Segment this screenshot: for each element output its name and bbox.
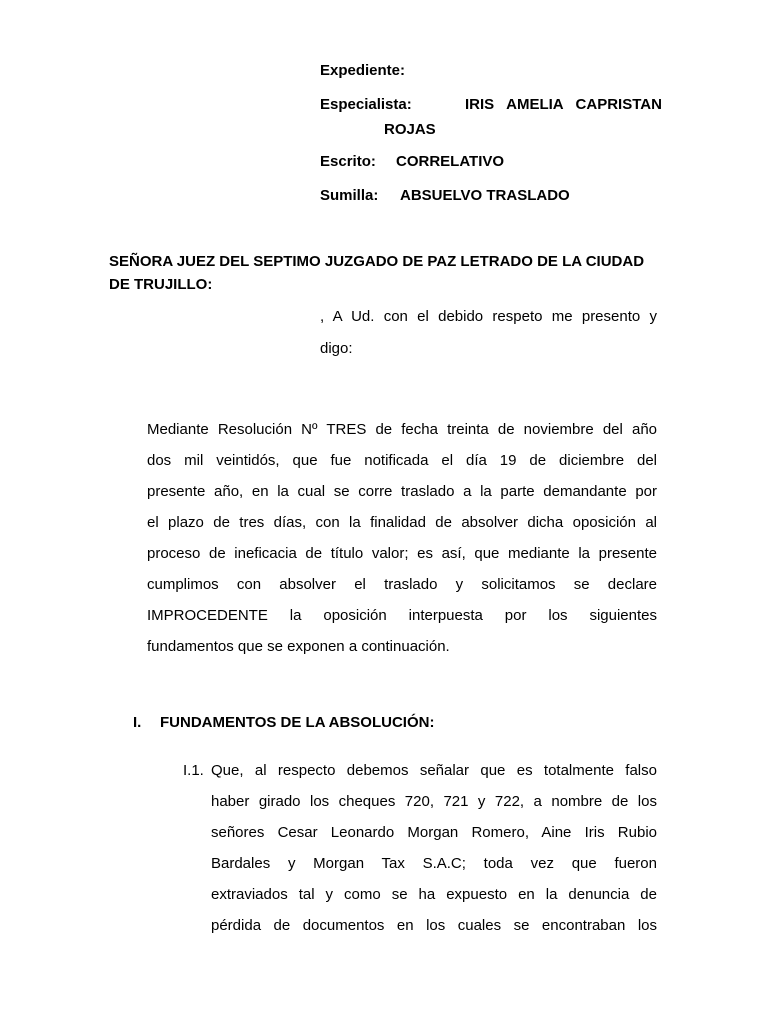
body-line: IMPROCEDENTE la oposición interpuesta por los siguientes <box>147 607 657 624</box>
intro-line2: digo: <box>320 340 353 357</box>
subsection-number: I.1. <box>183 762 204 779</box>
body-line: cumplimos con absolver el traslado y solicitamos se declare <box>147 576 657 593</box>
escrito-label: Escrito: <box>320 153 376 170</box>
subsection-line: Que, al respecto debemos señalar que es totalmente falso <box>211 762 657 779</box>
body-line: Mediante Resolución Nº TRES de fecha treinta de noviembre del año <box>147 421 657 438</box>
section-title: FUNDAMENTOS DE LA ABSOLUCIÓN: <box>160 714 435 731</box>
expediente-label: Expediente: <box>320 62 406 79</box>
body-line: proceso de ineficacia de título valor; es así, que mediante la presente <box>147 545 657 562</box>
subsection-line: extraviados tal y como se ha expuesto en la denuncia de <box>211 886 657 903</box>
escrito-value: CORRELATIVO <box>396 153 505 170</box>
section-number: I. <box>133 714 142 731</box>
sumilla-value: ABSUELVO TRASLADO <box>400 187 570 204</box>
subsection-line: señores Cesar Leonardo Morgan Romero, Aine Iris Rubio <box>211 824 657 841</box>
addressee-line1: SEÑORA JUEZ DEL SEPTIMO JUZGADO DE PAZ LETRADO DE LA CIUDAD <box>109 253 645 270</box>
body-line: presente año, en la cual se corre traslado a la parte demandante por <box>147 483 657 500</box>
body-line: el plazo de tres días, con la finalidad de absolver dicha oposición al <box>147 514 657 531</box>
addressee-line2: DE TRUJILLO: <box>109 276 213 293</box>
body-line-last: fundamentos que se exponen a continuación. <box>147 638 450 655</box>
subsection-line: Bardales y Morgan Tax S.A.C; toda vez que fueron <box>211 855 657 872</box>
subsection-line: haber girado los cheques 720, 721 y 722, a nombre de los <box>211 793 657 810</box>
body-line: dos mil veintidós, que fue notificada el día 19 de diciembre del <box>147 452 657 469</box>
subsection-line: pérdida de documentos en los cuales se encontraban los <box>211 917 657 934</box>
intro-line1: , A Ud. con el debido respeto me presento y <box>320 308 657 325</box>
especialista-value-line1: IRIS AMELIA CAPRISTAN <box>465 96 662 113</box>
especialista-value-line2: ROJAS <box>384 121 436 138</box>
sumilla-label: Sumilla: <box>320 187 379 204</box>
especialista-label: Especialista: <box>320 96 412 113</box>
